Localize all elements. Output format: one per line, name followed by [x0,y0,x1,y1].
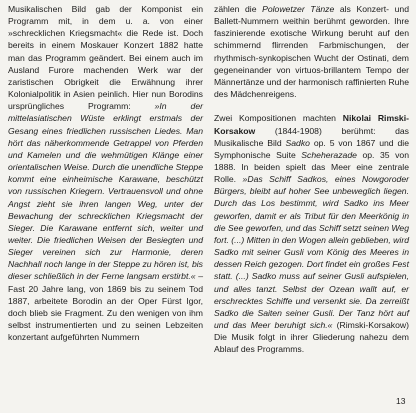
italic-text-segment: »Das Schiff Sadkos, eines Nowgoroder Bürgers, bleibt auf hoher See unbeweglich liegen. Durch das Los bestimmt, wird Sadko ins Meer geworfen, damit er als Tribut für den Meerkönig in die See geworfen, und das Schiff setzt seinen Weg fort. (...) Mitten in den Wogen allein geblieben, wird Sadko mit seiner Gusli vom König des Meeres in dessen Reich gezogen. Dort findet ein großes Fest statt. (...) Sadko muss auf seiner Gusli aufspielen, und alles tanzt. Selbst der Ozean wallt auf, er erschrecktes Schiffe und versenkt sie. Da zerreißt Sadko die Saiten seiner Gusli. Der Tanz hört auf und das Meer beruhigt sich.« [214,174,409,331]
italic-text-segment: Sadko [285,137,310,148]
right-paragraph-1 [214,3,409,100]
text-segment: – Fast 20 Jahre lang, von 1869 bis zu seinem Tod 1887, arbeitete Borodin an der Oper Fürst Igor, doch blieb sie Fragment. Zu den wenigen von ihm selbst instrumentierten und zu seinen Lebzeiten konzertant aufgeführten Nummern [8,271,203,343]
text-segment: op. 35 von 1888. In beiden spielt das Meer eine zentrale Rolle. [214,149,409,185]
italic-text-segment: Polowetzer Tänze [262,4,335,14]
page-number: 13 [396,396,406,406]
left-column [8,3,203,343]
text-segment: Zwei Kompositionen machten [214,113,343,124]
left-paragraph-1 [8,3,203,343]
text-segment: zählen die [214,4,263,14]
text-segment: op. 5 von 1867 und die Symphonische Suite [214,137,409,160]
bold-text-segment: Nikolai Rimski-Korsakow [214,113,409,136]
text-segment: (1844-1908) berühmt: das Musikalische Bild [214,125,409,148]
text-segment: (Rimski-Korsakow) Die Musik folgt in ihrer Gliederung nahezu dem Ablauf des Programms. [214,320,409,355]
right-column [214,3,409,356]
text-segment: als Konzert- und Ballett-Nummern weithin berühmt geworden. Ihre faszinierende exotische Wirkung beruht auf den schimmernd flirrenden Farbmischungen, der rhythmisch-synkopischen Wucht der Ostinati, dem gegeneinander von virtuos-brillantem Tempo der Männertänze und der harmonisch raffinierten Ruhe des Mädchenreigens. [214,4,409,100]
italic-text-segment: Scheherazade [301,149,357,160]
text-segment: Musikalischen Bild gab der Komponist ein Programm mit, in dem u. a. von einer »schrecklichen Kriegsmacht« die Rede ist. Doch bereits in einem Moskauer Konzert 1882 hatte man das Programm geändert. Bei einem auch im Ausland Furore machenden Werk war der zaristischen Obrigkeit die Erwähnung ihrer Kolonialpolitik in Asien peinlich. Hier nun Borodins ursprüngliches Programm: [8,4,203,112]
right-paragraph-2 [214,112,409,355]
italic-text-segment: »In der mittelasiatischen Wüste erklingt erstmals der Gesang eines friedlichen russischen Liedes. Man hört das näherkommende Getrappel von Pferden und Kamelen und die wehmütigen Klänge einer orientalischen Weise. Durch die unendliche Steppe kommt eine einheimische Karawane, beschützt von russischen Kriegern. Vertrauensvoll und ohne Angst zieht sie ihren langen Weg, unter der Bewachung der schrecklichen Kriegsmacht der Sieger. Die Karawane entfernt sich, weiter und weiter. Die friedlichen Weisen der Besiegten und Sieger vereinen sich zur Harmonie, deren Nachhall noch lange in der Steppe zu hören ist, bis dieser schließlich in der Ferne langsam erstirbt.« [8,101,203,282]
